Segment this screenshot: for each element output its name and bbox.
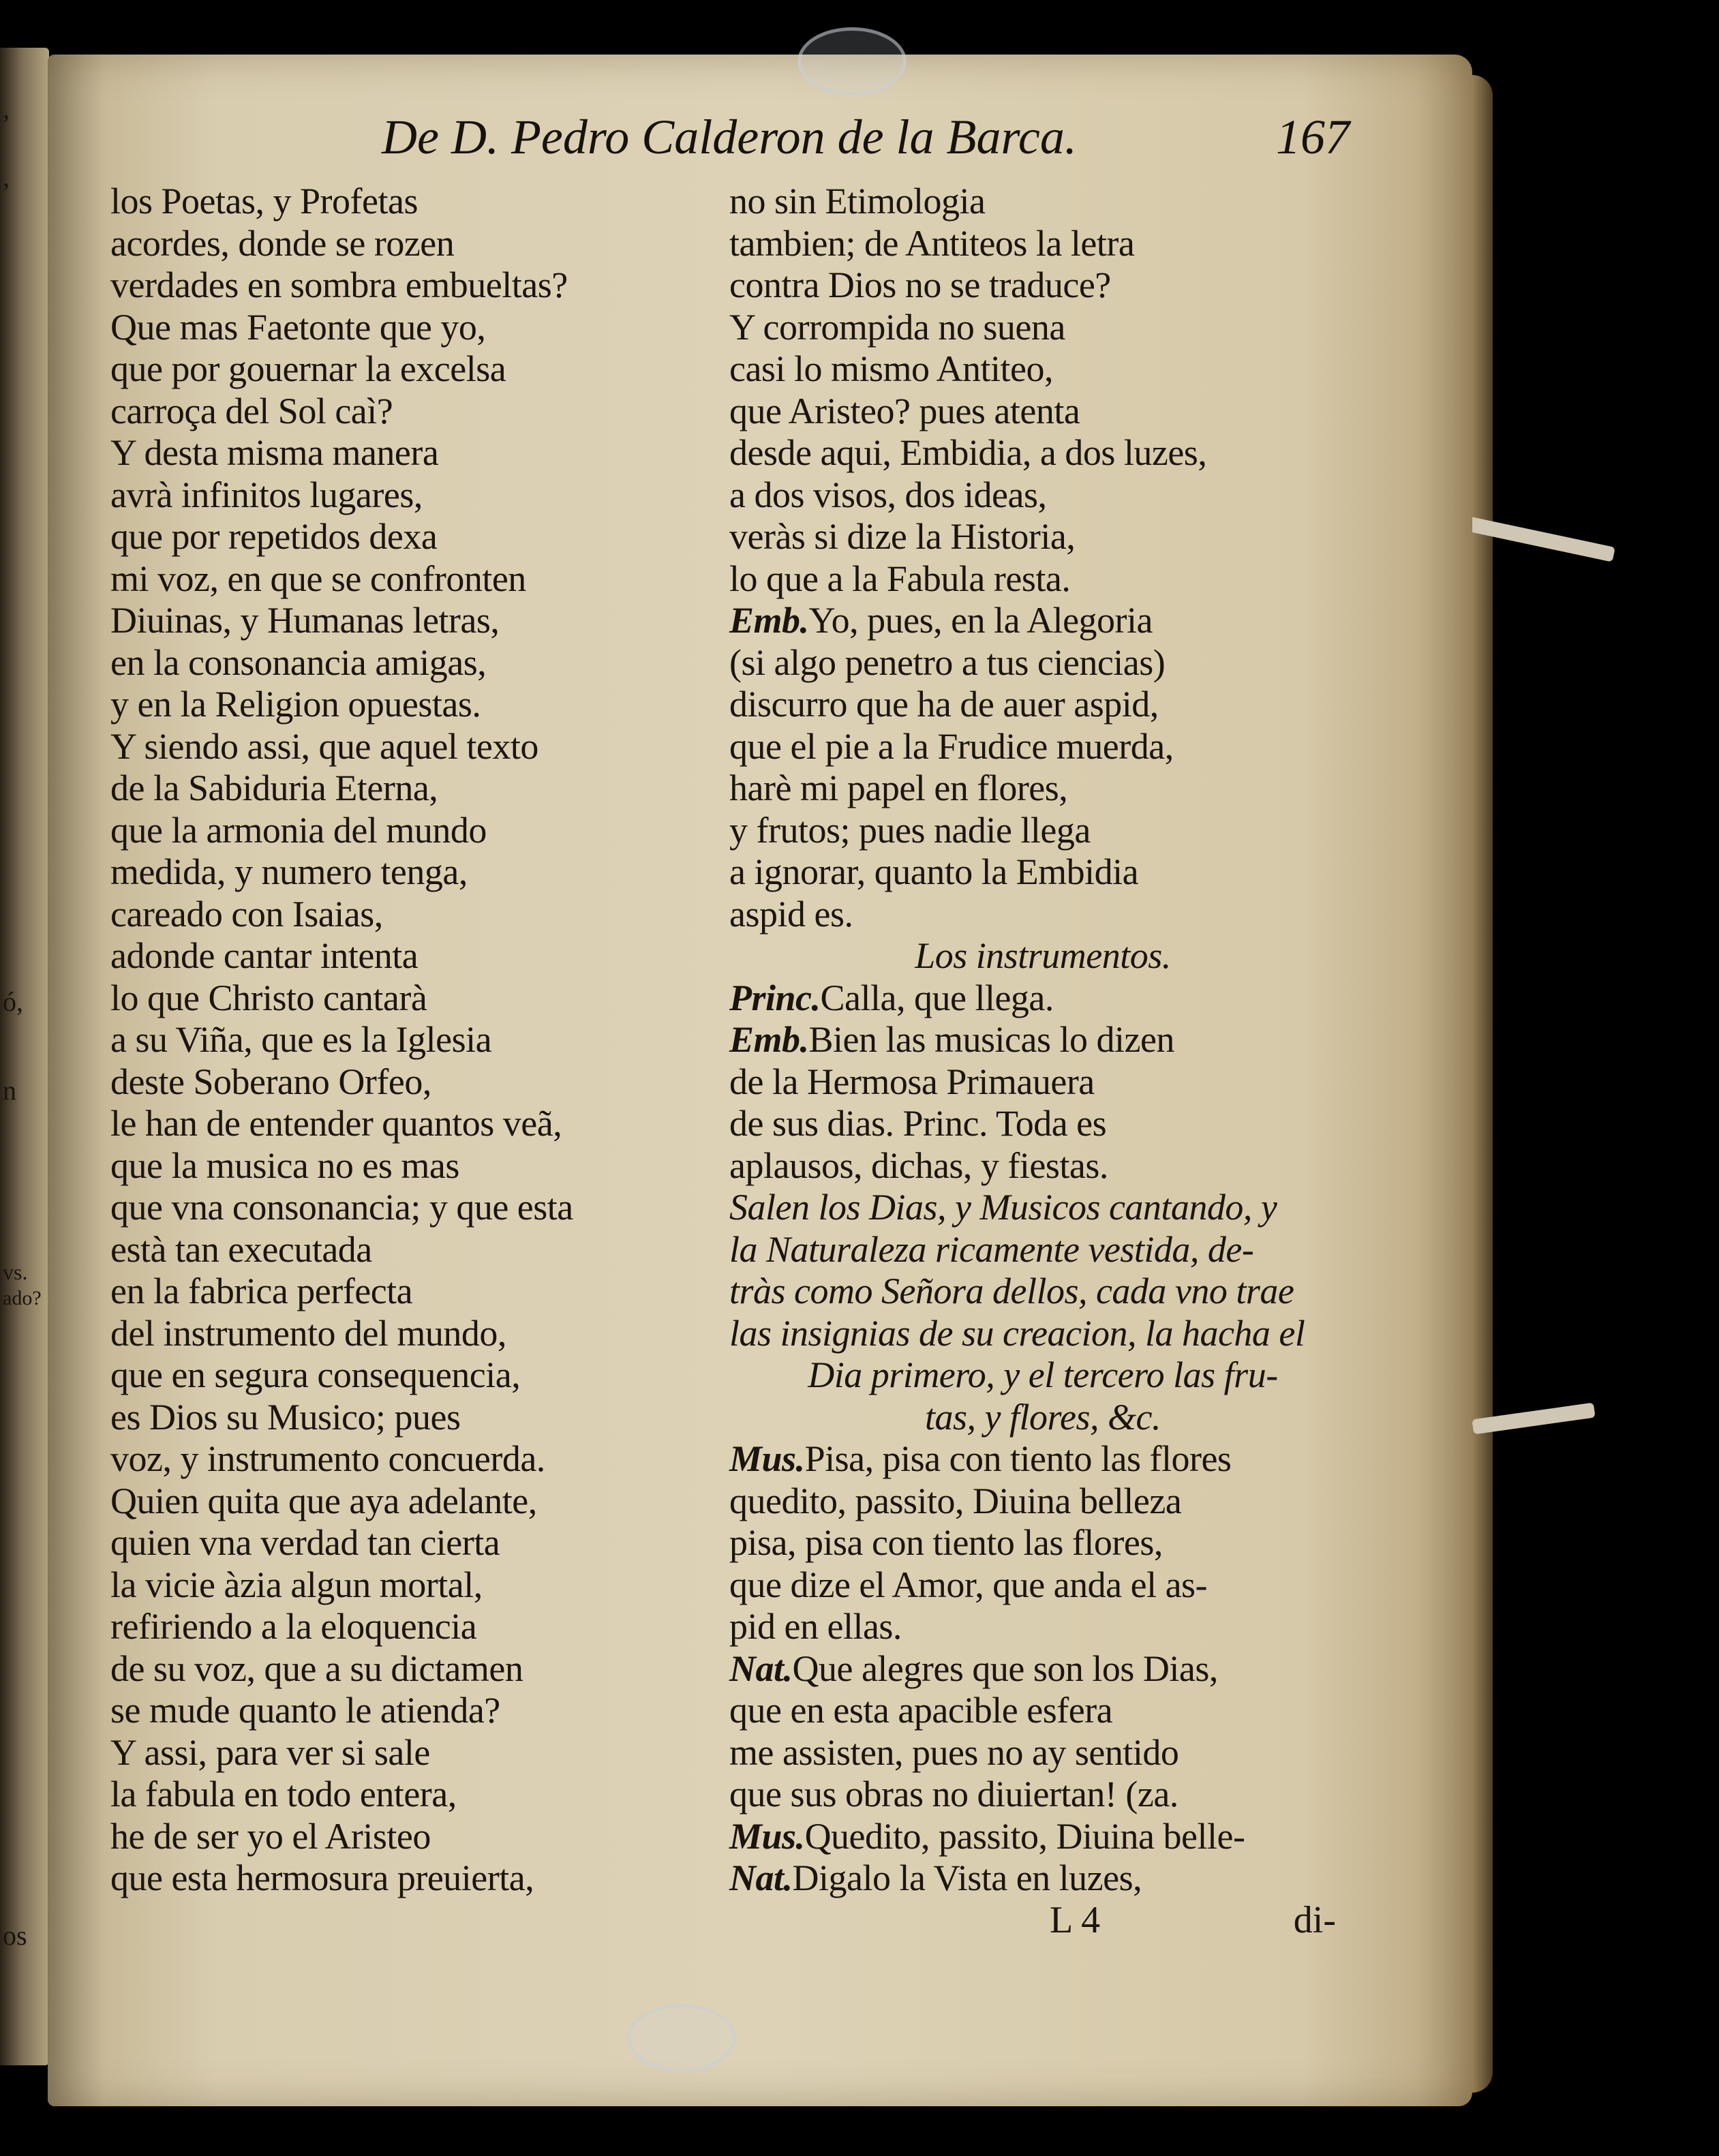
speaker-label: Princ. — [729, 977, 821, 1018]
stage-direction-line — [729, 1187, 1356, 1229]
verse-line — [729, 1019, 1356, 1061]
verse-line — [729, 1481, 1356, 1523]
verse-line: en la fabrica perfecta — [110, 1271, 413, 1311]
verse-line: adonde cantar intenta — [110, 935, 419, 976]
catchword: di- — [1293, 1899, 1336, 1941]
verse-line — [729, 391, 1356, 433]
verse-line — [729, 1857, 1356, 1900]
verse-line — [729, 600, 1356, 642]
verse-line: la fabula en todo entera, — [110, 1774, 457, 1815]
stage-direction-line — [729, 935, 1356, 977]
verse-line: verdades en sombra embueltas? — [110, 264, 568, 305]
verse-line — [729, 642, 1356, 684]
line-text: tràs como Señora dellos, cada vno trae — [729, 1271, 1294, 1311]
verse-line — [729, 1606, 1356, 1648]
line-text: no sin Etimologia — [729, 181, 986, 222]
line-text: a ignorar, quanto la Embidia — [729, 851, 1139, 892]
verse-line: quien vna verdad tan cierta — [110, 1522, 500, 1563]
line-text: discurro que ha de auer aspid, — [729, 684, 1159, 725]
verse-line — [729, 223, 1356, 265]
signature-mark: L 4 — [1050, 1899, 1101, 1941]
line-text: Pisa, pisa con tiento las flores — [804, 1438, 1232, 1479]
verse-line: medida, y numero tenga, — [110, 851, 468, 892]
line-text: que en esta apacible esfera — [729, 1690, 1113, 1731]
speaker-label: Nat. — [729, 1648, 793, 1689]
line-text: a dos visos, dos ideas, — [729, 474, 1047, 515]
verse-line — [729, 726, 1356, 768]
verse-line: Quien quita que aya adelante, — [110, 1480, 537, 1521]
verse-line — [729, 264, 1356, 307]
verse-line — [729, 1564, 1356, 1607]
verse-line — [729, 474, 1356, 517]
previous-page-fragment: vs. — [3, 1260, 28, 1284]
verse-line — [729, 1648, 1356, 1690]
verse-line: que en segura consequencia, — [110, 1354, 521, 1395]
page-number: 167 — [1276, 110, 1350, 164]
verse-line: de su voz, que a su dictamen — [110, 1648, 523, 1689]
stage-direction-line — [729, 1229, 1356, 1271]
speaker-label: Mus. — [729, 1438, 805, 1479]
verse-line — [729, 768, 1356, 810]
verse-line: Diuinas, y Humanas letras, — [110, 600, 500, 641]
stage-direction-line — [729, 1354, 1356, 1397]
speaker-label: Nat. — [729, 1857, 793, 1898]
verse-line: està tan executada — [110, 1228, 372, 1270]
verse-line: voz, y instrumento concuerda. — [110, 1438, 545, 1479]
line-text: harè mi papel en flores, — [729, 768, 1068, 808]
verse-line: lo que Christo cantarà — [110, 977, 427, 1018]
verse-line: de la Sabiduria Eterna, — [110, 768, 438, 808]
speaker-label: Mus. — [729, 1815, 805, 1857]
line-text: que dize el Amor, que anda el as- — [729, 1564, 1208, 1605]
page-clip — [627, 2004, 736, 2072]
line-text: de la Hermosa Primauera — [729, 1061, 1095, 1102]
verse-line: deste Soberano Orfeo, — [110, 1061, 431, 1102]
verse-line — [729, 1061, 1356, 1104]
verse-line: en la consonancia amigas, — [110, 641, 487, 683]
stage-direction-line — [729, 1397, 1356, 1439]
verse-line: que la musica no es mas — [110, 1144, 459, 1186]
verse-line: a su Viña, que es la Iglesia — [110, 1019, 492, 1060]
verse-line: que por repetidos dexa — [110, 516, 438, 557]
verse-line — [729, 851, 1356, 894]
line-text: tambien; de Antiteos la letra — [729, 222, 1135, 264]
line-text: pisa, pisa con tiento las flores, — [729, 1522, 1163, 1563]
speaker-label: Emb. — [729, 1019, 809, 1060]
line-text: Dia primero, y el tercero las fru- — [808, 1354, 1278, 1395]
line-text: aplausos, dichas, y fiestas. — [729, 1144, 1108, 1186]
right-column — [729, 181, 1356, 1900]
line-text: tas, y flores, &c. — [925, 1396, 1161, 1438]
line-text: que Aristeo? pues atenta — [729, 390, 1080, 431]
verse-line: los Poetas, y Profetas — [110, 181, 418, 222]
previous-page-fragment: os — [3, 1920, 27, 1951]
verse-line: he de ser yo el Aristeo — [110, 1815, 431, 1857]
verse-line: que esta hermosura preuierta, — [110, 1857, 534, 1898]
line-text: contra Dios no se traduce? — [729, 264, 1111, 305]
line-text: Y corrompida no suena — [729, 306, 1065, 348]
line-text: veràs si dize la Historia, — [729, 516, 1076, 557]
line-text: Digalo la Vista en luzes, — [792, 1857, 1142, 1898]
verse-line: Y desta misma manera — [110, 432, 439, 473]
line-text: Calla, que llega. — [820, 977, 1054, 1018]
verse-line: Y siendo assi, que aquel texto — [110, 725, 538, 767]
line-text: de sus dias. Princ. Toda es — [729, 1103, 1107, 1144]
line-text: y frutos; pues nadie llega — [729, 809, 1091, 851]
verse-line: acordes, donde se rozen — [110, 222, 455, 264]
previous-page-fragment: , — [3, 162, 10, 192]
verse-line — [729, 1774, 1356, 1816]
verse-line — [729, 516, 1356, 558]
verse-line — [729, 432, 1356, 474]
line-text: la Naturaleza ricamente vestida, de- — [729, 1228, 1254, 1270]
verse-line — [729, 558, 1356, 601]
verse-line — [729, 1690, 1356, 1732]
line-text: pid en ellas. — [729, 1606, 902, 1647]
verse-line — [729, 1522, 1356, 1564]
verse-line — [729, 181, 1356, 223]
verse-line — [729, 1103, 1356, 1145]
previous-page-fragment: , — [3, 93, 10, 124]
verse-line: Y assi, para ver si sale — [110, 1731, 430, 1773]
line-text: Los instrumentos. — [915, 935, 1171, 976]
verse-line: se mude quanto le atienda? — [110, 1690, 500, 1731]
line-text: lo que a la Fabula resta. — [729, 558, 1071, 599]
line-text: me assisten, pues no ay sentido — [729, 1731, 1179, 1773]
left-column — [110, 181, 724, 1900]
verse-line — [729, 810, 1356, 852]
verse-line: Que mas Faetonte que yo, — [110, 306, 486, 348]
verse-line — [729, 684, 1356, 726]
running-head-title: De D. Pedro Calderon de la Barca. — [382, 110, 1077, 164]
verse-line: careado con Isaias, — [110, 893, 383, 935]
previous-page-fragment: n — [3, 1075, 16, 1106]
verse-line — [729, 1438, 1356, 1481]
verse-line: refiriendo a la eloquencia — [110, 1606, 477, 1647]
verse-line — [729, 977, 1356, 1020]
verse-line: y en la Religion opuestas. — [110, 684, 481, 725]
line-text: quedito, passito, Diuina belleza — [729, 1480, 1182, 1521]
verse-line — [729, 1816, 1356, 1858]
line-text: Bien las musicas lo dizen — [808, 1019, 1174, 1060]
speaker-label: Emb. — [729, 600, 809, 641]
verse-line: es Dios su Musico; pues — [110, 1396, 461, 1438]
verse-line — [729, 1145, 1356, 1187]
page-footer — [1050, 1898, 1336, 1942]
stage-direction-line — [729, 1313, 1356, 1355]
verse-line: mi voz, en que se confronten — [110, 558, 526, 599]
verse-line: la vicie àzia algun mortal, — [110, 1564, 483, 1605]
previous-page-edge — [0, 48, 49, 2065]
line-text: que el pie a la Frudice muerda, — [729, 725, 1174, 767]
verse-line — [729, 894, 1356, 936]
verse-line: avrà infinitos lugares, — [110, 474, 423, 515]
verse-line — [729, 1732, 1356, 1774]
line-text: (si algo penetro a tus ciencias) — [729, 641, 1166, 683]
line-text: Yo, pues, en la Alegoria — [808, 600, 1153, 641]
verse-line: que vna consonancia; y que esta — [110, 1187, 573, 1228]
line-text: aspid es. — [729, 893, 853, 935]
verse-line: que la armonia del mundo — [110, 809, 487, 851]
verse-line — [729, 307, 1356, 349]
line-text: Quedito, passito, Diuina belle- — [804, 1815, 1245, 1857]
running-head — [382, 109, 1350, 166]
verse-line: carroça del Sol caì? — [110, 390, 393, 431]
previous-page-fragment: ado? — [3, 1287, 42, 1309]
verse-line — [729, 348, 1356, 391]
previous-page-fragment: ó, — [3, 986, 23, 1017]
line-text: casi lo mismo Antiteo, — [729, 348, 1053, 389]
page-clip — [797, 27, 907, 95]
line-text: que sus obras no diuiertan! (za. — [729, 1774, 1178, 1815]
line-text: Que alegres que son los Dias, — [792, 1648, 1218, 1689]
verse-line: le han de entender quantos veã, — [110, 1103, 562, 1144]
stage-direction-line — [729, 1271, 1356, 1313]
line-text: las insignias de su creacion, la hacha el — [729, 1312, 1305, 1354]
line-text: desde aqui, Embidia, a dos luzes, — [729, 432, 1207, 473]
line-text: Salen los Dias, y Musicos cantando, y — [729, 1187, 1277, 1228]
verse-line: que por gouernar la excelsa — [110, 348, 506, 389]
verse-line: del instrumento del mundo, — [110, 1312, 506, 1354]
